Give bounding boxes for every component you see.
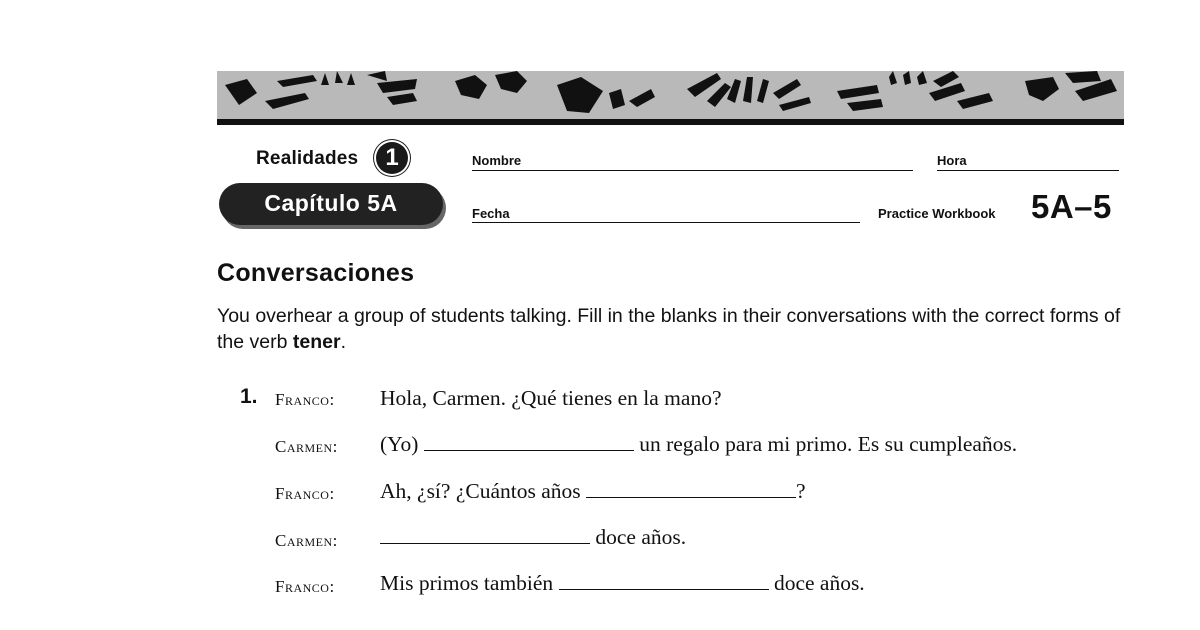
dialogue-line	[380, 432, 1017, 457]
answer-blank[interactable]	[586, 481, 796, 498]
dialogue-text: ?	[796, 479, 806, 503]
name-label: Nombre	[472, 153, 522, 168]
dialogue-text: (Yo)	[380, 432, 424, 456]
series-title: Realidades	[256, 148, 359, 169]
speaker-label: Franco:	[275, 484, 335, 503]
speaker-label: Franco:	[275, 577, 335, 596]
level-badge: 1	[376, 142, 408, 174]
speaker-label: Carmen:	[275, 531, 338, 550]
dialogue-line	[380, 525, 686, 550]
workbook-label: Practice Workbook	[878, 206, 996, 221]
speaker-label: Franco:	[275, 390, 335, 409]
name-field-line[interactable]	[472, 170, 913, 171]
dialogue-line	[380, 571, 865, 596]
instructions-text: You overhear a group of students talking. Fill in the blanks in their conversations with the correct forms of the verb	[217, 305, 1121, 353]
chapter-badge: Capítulo 5A	[219, 183, 443, 225]
dialogue-text: doce años.	[590, 525, 687, 549]
dialogue-text: un regalo para mi primo. Es su cumpleaños.	[633, 432, 1018, 456]
answer-blank[interactable]	[424, 434, 634, 451]
activity-title: Conversaciones	[217, 259, 415, 287]
dialogue-text: Ah, ¿sí? ¿Cuántos años	[380, 479, 587, 503]
hour-label: Hora	[937, 153, 967, 168]
hour-field-line[interactable]	[937, 170, 1119, 171]
dialogue-text: doce años.	[768, 571, 865, 595]
activity-instructions	[217, 303, 1137, 355]
speaker-label: Carmen:	[275, 437, 338, 456]
workbook-number: 5A–5	[1031, 188, 1112, 225]
date-field-line[interactable]	[472, 222, 860, 223]
date-label: Fecha	[472, 206, 510, 221]
dialogue-line	[380, 386, 721, 411]
decorative-banner	[217, 71, 1124, 127]
dialogue-text: Hola, Carmen. ¿Qué tienes en la mano?	[380, 386, 722, 410]
exercise-number: 1.	[240, 385, 258, 408]
dialogue-text: Mis primos también	[380, 571, 559, 595]
instructions-end: .	[340, 331, 346, 353]
answer-blank[interactable]	[380, 527, 590, 544]
dialogue-line	[380, 479, 806, 504]
instructions-verb: tener	[292, 331, 341, 353]
answer-blank[interactable]	[559, 573, 769, 590]
